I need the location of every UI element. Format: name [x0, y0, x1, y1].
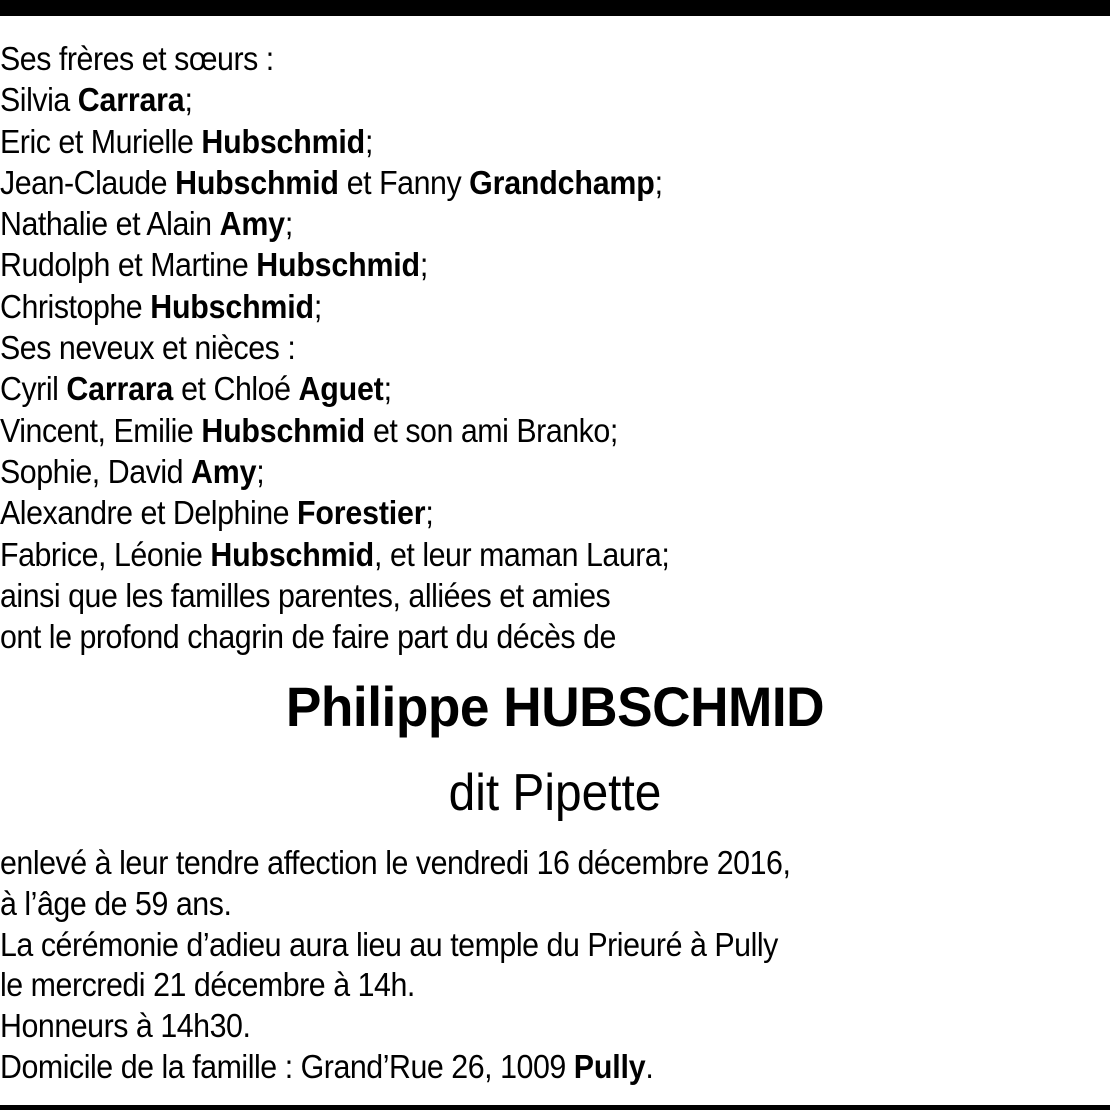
line-text: Jean-Claude	[0, 163, 176, 201]
detail-line	[0, 1047, 1021, 1088]
line-text: , et leur maman Laura;	[374, 535, 670, 573]
surname: Grandchamp	[469, 163, 655, 201]
line-text: .	[645, 1047, 654, 1085]
relative-line	[0, 79, 1021, 120]
line-text: ;	[184, 81, 193, 119]
relative-line	[0, 616, 1021, 657]
line-text: Silvia	[0, 81, 78, 119]
line-text: Alexandre et Delphine	[0, 494, 298, 532]
detail-line	[0, 843, 1021, 884]
relatives-list	[0, 38, 1110, 657]
line-text: ;	[383, 370, 392, 408]
surname: Hubschmid	[175, 163, 339, 201]
line-text: ;	[419, 246, 428, 284]
line-text: Nathalie et Alain	[0, 205, 220, 243]
surname: Hubschmid	[201, 122, 366, 160]
surname: Pully	[573, 1047, 646, 1085]
line-text: ont le profond chagrin de faire part du décès de	[0, 618, 616, 656]
line-text: et Fanny	[338, 163, 470, 201]
line-text: Christophe	[0, 287, 151, 325]
surname: Carrara	[66, 370, 174, 408]
relative-line	[0, 327, 1021, 368]
detail-line	[0, 965, 1021, 1006]
relative-line	[0, 162, 1021, 203]
line-text: Ses neveux et nièces :	[0, 329, 296, 367]
surname: Hubschmid	[256, 246, 420, 284]
relative-line	[0, 286, 1021, 327]
relative-line	[0, 203, 1021, 244]
line-text: Cyril	[0, 370, 67, 408]
line-text: Sophie, David	[0, 452, 192, 490]
line-text: Rudolph et Martine	[0, 246, 257, 284]
line-text: Domicile de la famille : Grand’Rue 26, 1009	[0, 1047, 574, 1085]
relative-line	[0, 38, 1021, 79]
surname: Hubschmid	[150, 287, 314, 325]
relative-line	[0, 534, 1021, 575]
line-text: Fabrice, Léonie	[0, 535, 211, 573]
line-text: le mercredi 21 décembre à 14h.	[0, 966, 415, 1004]
ceremony-details	[0, 843, 1110, 1088]
deceased-nickname: dit Pipette	[448, 764, 662, 822]
line-text: et Chloé	[173, 370, 299, 408]
line-text: Vincent, Emilie	[0, 411, 202, 449]
surname: Amy	[219, 205, 285, 243]
line-text: ;	[365, 122, 374, 160]
surname: Hubschmid	[201, 411, 365, 449]
line-text: ;	[425, 494, 434, 532]
detail-line	[0, 1006, 1021, 1047]
relative-line	[0, 121, 1021, 162]
line-text: Honneurs à 14h30.	[0, 1007, 251, 1045]
line-text: à l’âge de 59 ans.	[0, 884, 232, 922]
relative-line	[0, 575, 1021, 616]
relative-line	[0, 368, 1021, 409]
bottom-border-rule	[0, 1105, 1110, 1110]
surname: Forestier	[297, 494, 426, 532]
line-text: et son ami Branko;	[364, 411, 618, 449]
line-text: ;	[256, 452, 265, 490]
line-text: ;	[654, 163, 663, 201]
relative-line	[0, 244, 1021, 285]
relative-line	[0, 410, 1021, 451]
surname: Carrara	[77, 81, 185, 119]
surname: Hubschmid	[210, 535, 375, 573]
relative-line	[0, 492, 1021, 533]
line-text: Ses frères et sœurs :	[0, 40, 274, 77]
deceased-name: Philippe HUBSCHMID	[285, 675, 825, 738]
surname: Aguet	[298, 370, 384, 408]
surname: Amy	[191, 452, 257, 490]
line-text: ainsi que les familles parentes, alliées et amies	[0, 576, 611, 614]
line-text: ;	[313, 287, 322, 325]
line-text: enlevé à leur tendre affection le vendredi 16 décembre 2016,	[0, 844, 791, 881]
top-border-rule	[0, 0, 1110, 16]
detail-line	[0, 884, 1021, 925]
line-text: ;	[284, 205, 293, 243]
detail-line	[0, 925, 1021, 966]
relative-line	[0, 451, 1021, 492]
line-text: La cérémonie d’adieu aura lieu au temple du Prieuré à Pully	[0, 925, 778, 963]
line-text: Eric et Murielle	[0, 122, 202, 160]
